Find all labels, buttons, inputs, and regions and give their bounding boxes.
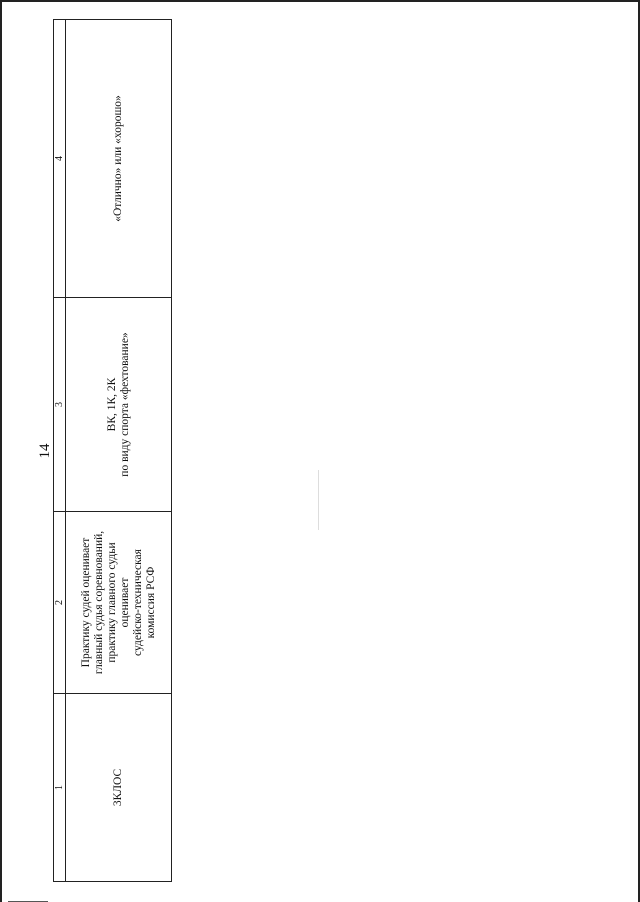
assessment-line: комиссия РСФ [144,566,157,639]
document-sheet [37,20,182,882]
scan-frame-top [0,0,640,2]
assessment-line: судейско-техническая [131,549,144,656]
column-number-row [54,20,66,882]
category-cell [66,298,172,512]
page-number: 14 [37,443,53,459]
column-number-1: 1 [54,694,66,882]
assessment-cell [66,512,172,694]
scan-artifact-line [318,470,319,530]
category-line: ВК, 1К, 2К [105,377,118,432]
rotated-page-content [37,20,182,882]
column-number-2: 2 [54,512,66,694]
requirements-table [53,19,172,882]
qualification-cell: 3КЛОС [66,694,172,882]
grade-cell: «Отлично» или «хорошо» [66,20,172,298]
column-number-3: 3 [54,298,66,512]
assessment-line: главный судья соревнований, [92,530,105,675]
column-number-4: 4 [54,20,66,298]
table-row [66,20,172,882]
scan-frame-left [0,0,2,902]
assessment-line: оценивает [118,577,131,628]
assessment-line: Практику судей оценивает [79,537,92,668]
category-line: по виду спорта «фехтование» [118,332,131,477]
assessment-line: практику главного судьи [105,542,118,663]
